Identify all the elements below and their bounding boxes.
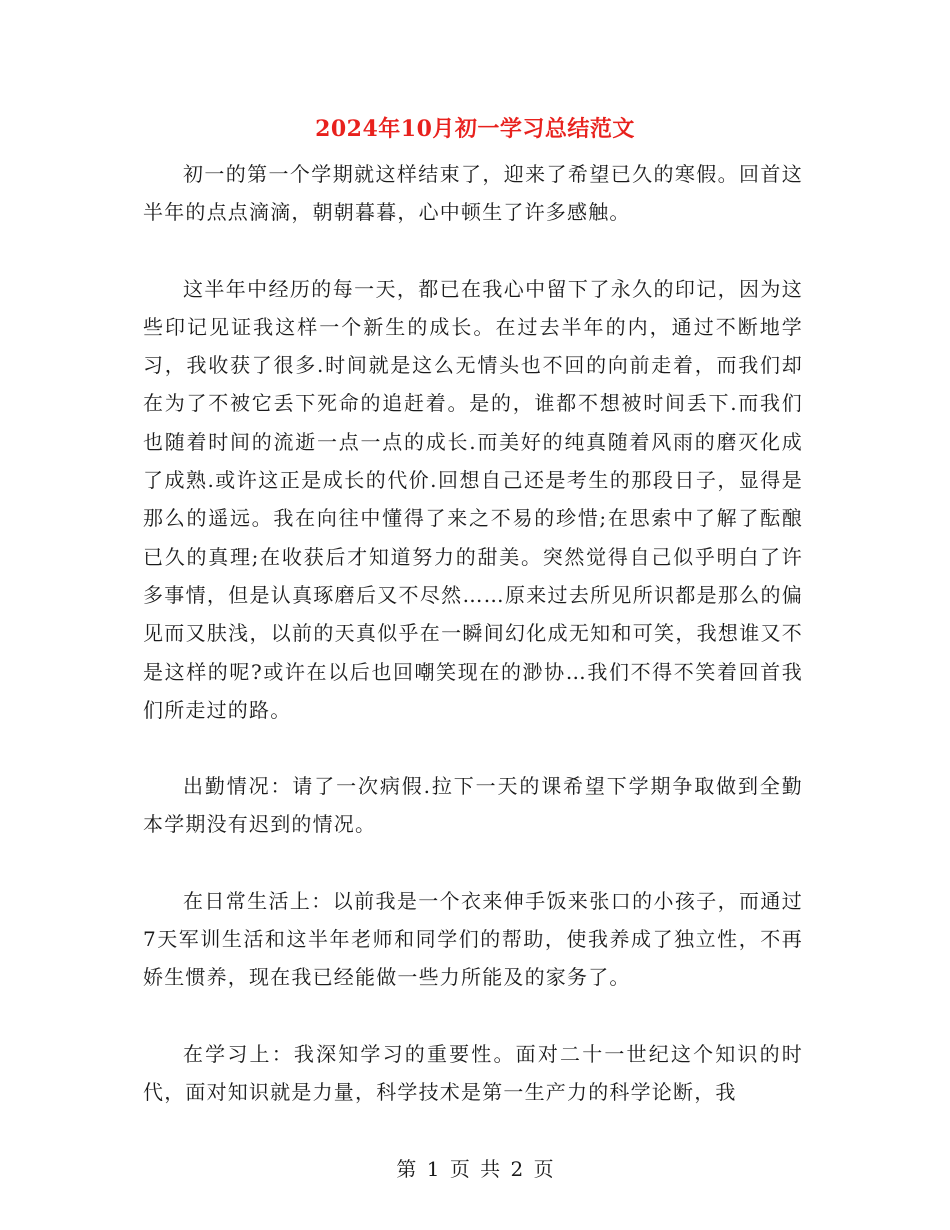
paragraph-daily-life: 在日常生活上：以前我是一个衣来伸手饭来张口的小孩子，而通过7天军训生活和这半年老师和同学们的帮助，使我养成了独立性，不再娇生惯养，现在我已经能做一些力所能及的家务了。	[143, 888, 803, 990]
document-body	[143, 155, 803, 1149]
paragraph-study: 在学习上：我深知学习的重要性。面对二十一世纪这个知识的时代，面对知识就是力量，科学技术是第一生产力的科学论断，我	[143, 1041, 803, 1104]
paragraph-attendance: 出勤情况：请了一次病假.拉下一天的课希望下学期争取做到全勤本学期没有迟到的情况。	[143, 774, 803, 837]
page-number-footer: 第 1 页 共 2 页	[396, 1157, 554, 1181]
paragraph-intro: 初一的第一个学期就这样结束了，迎来了希望已久的寒假。回首这半年的点点滴滴，朝朝暮暮，心中顿生了许多感触。	[143, 162, 803, 225]
paragraph-growth: 这半年中经历的每一天，都已在我心中留下了永久的印记，因为这些印记见证我这样一个新生的成长。在过去半年的内，通过不断地学习，我收获了很多.时间就是这么无情头也不回的向前走着，而我们却在为了不被它丢下死命的追赶着。是的，谁都不想被时间丢下.而我们也随着时间的流逝一点一点的成长.而美好的纯真随着风雨的磨灭化成了成熟.或许这正是成长的代价.回想自己还是考生的那段日子，显得是那么的遥远。我在向往中懂得了来之不易的珍惜;在思索中了解了酝酿已久的真理;在收获后才知道努力的甜美。突然觉得自己似乎明白了许多事情，但是认真琢磨后又不尽然……原来过去所见所识都是那么的偏见而又肤浅，以前的天真似乎在一瞬间幻化成无知和可笑，我想谁又不是这样的呢?或许在以后也回嘲笑现在的渺协…我们不得不笑着回首我们所走过的路。	[143, 276, 803, 722]
document-title: 2024年10月初一学习总结范文	[315, 116, 635, 142]
